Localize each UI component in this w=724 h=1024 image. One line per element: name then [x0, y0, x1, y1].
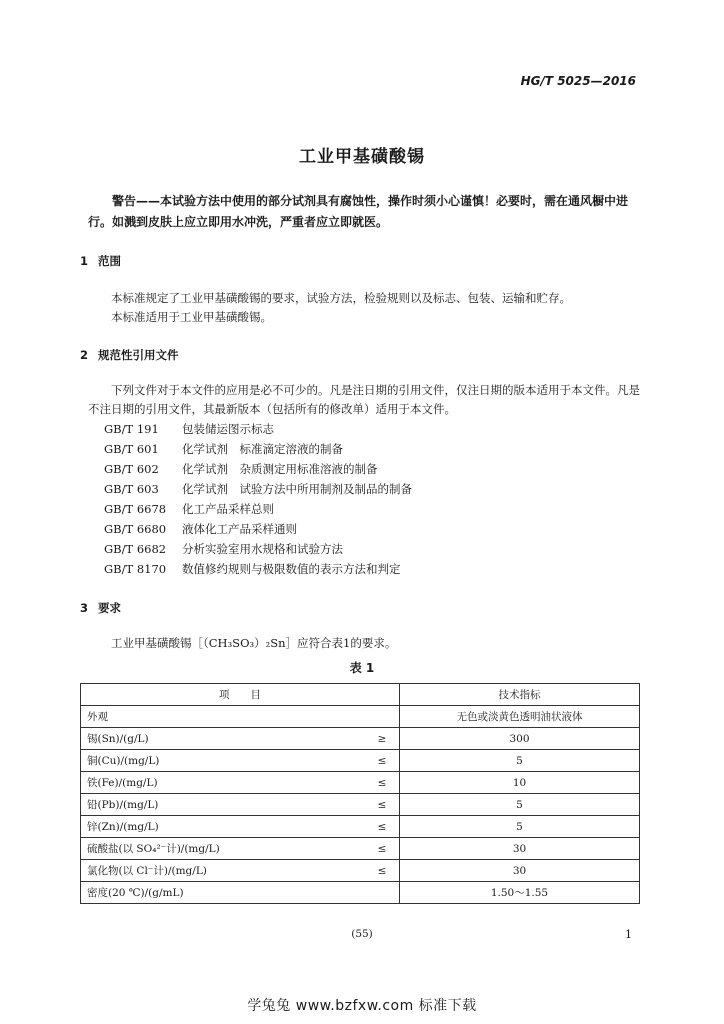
ref-code: GB/T 8170 [104, 562, 167, 576]
ref-code: GB/T 601 [104, 442, 159, 456]
row-value: 5 [400, 816, 640, 838]
scope-paragraph-2: 本标准适用于工业甲基磺酸锡。 [111, 310, 272, 324]
document-title: 工业甲基磺酸锡 [299, 147, 425, 167]
section-title: 范围 [98, 254, 121, 268]
ref-title: 化学试剂 杂质测定用标准溶液的制备 [182, 462, 378, 476]
section-title: 规范性引用文件 [98, 348, 179, 362]
row-relation [365, 882, 400, 904]
table-row [81, 706, 640, 728]
row-item: 硫酸盐(以 SO₄²⁻计)/(mg/L) [81, 838, 366, 860]
ref-title: 分析实验室用水规格和试验方法 [182, 542, 343, 556]
ref-title: 液体化工产品采样通则 [182, 522, 297, 536]
header-value: 技术指标 [400, 684, 640, 706]
ref-item [104, 461, 378, 477]
section-number: 1 [80, 254, 89, 268]
ref-item [104, 521, 297, 537]
table-row [81, 882, 640, 904]
page-number-right: 1 [625, 928, 632, 941]
table-row [81, 860, 640, 882]
table-header-row [81, 684, 640, 706]
ref-title: 化学试剂 标准滴定溶液的制备 [182, 442, 343, 456]
section-title: 要求 [98, 601, 121, 615]
ref-code: GB/T 603 [104, 482, 159, 496]
footer-watermark: 学兔兔 www.bzfxw.com 标准下载 [247, 998, 477, 1014]
ref-item [104, 561, 401, 577]
row-item: 铜(Cu)/(mg/L) [81, 750, 366, 772]
ref-code: GB/T 191 [104, 422, 159, 436]
ref-title: 化工产品采样总则 [182, 502, 274, 516]
row-item: 氯化物(以 Cl⁻计)/(mg/L) [81, 860, 366, 882]
ref-title: 数值修约规则与极限数值的表示方法和判定 [182, 562, 401, 576]
table-row [81, 772, 640, 794]
table-row [81, 728, 640, 750]
refs-intro-paragraph: 下列文件对于本文件的应用是必不可少的。凡是注日期的引用文件，仅注日期的版本适用于本文件。凡是不注日期的引用文件，其最新版本（包括所有的修改单）适用于本文件。 [88, 383, 640, 416]
ref-item [104, 421, 274, 437]
row-item: 锡(Sn)/(g/L) [81, 728, 366, 750]
row-item: 密度(20 ℃)/(g/mL) [81, 882, 366, 904]
section-3-heading [80, 600, 121, 616]
row-relation: ≤ [365, 816, 400, 838]
table-row [81, 838, 640, 860]
table-caption: 表 1 [349, 661, 375, 675]
page-number-center: (55) [351, 928, 373, 940]
section-1-heading [80, 253, 121, 269]
row-value: 30 [400, 860, 640, 882]
row-value: 10 [400, 772, 640, 794]
table-row [81, 750, 640, 772]
row-item: 铅(Pb)/(mg/L) [81, 794, 366, 816]
row-value: 5 [400, 794, 640, 816]
ref-title: 化学试剂 试验方法中所用制剂及制品的制备 [182, 482, 412, 496]
section-number: 2 [80, 348, 89, 362]
row-relation: ≤ [365, 750, 400, 772]
row-value: 1.50～1.55 [400, 882, 640, 904]
row-value: 无色或淡黄色透明油状液体 [400, 706, 640, 728]
row-relation [365, 706, 400, 728]
standard-number: HG/T 5025—2016 [520, 74, 636, 88]
row-value: 5 [400, 750, 640, 772]
ref-item [104, 541, 343, 557]
warning-paragraph: 警告——本试验方法中使用的部分试剂具有腐蚀性，操作时须小心谨慎！必要时，需在通风橱中进行。如溅到皮肤上应立即用水冲洗，严重者应立即就医。 [88, 194, 629, 229]
row-value: 30 [400, 838, 640, 860]
row-relation: ≤ [365, 860, 400, 882]
row-relation: ≥ [365, 728, 400, 750]
ref-item [104, 501, 274, 517]
table-row [81, 794, 640, 816]
spec-table [80, 683, 640, 904]
requirements-paragraph: 工业甲基磺酸锡［（CH₃SO₃）₂Sn］应符合表1的要求。 [111, 636, 397, 650]
header-item: 项 目 [81, 684, 400, 706]
ref-item [104, 481, 412, 497]
row-value: 300 [400, 728, 640, 750]
ref-code: GB/T 602 [104, 462, 159, 476]
ref-item [104, 441, 343, 457]
ref-code: GB/T 6680 [104, 522, 167, 536]
row-item: 铁(Fe)/(mg/L) [81, 772, 366, 794]
scope-paragraph-1: 本标准规定了工业甲基磺酸锡的要求，试验方法，检验规则以及标志、包装、运输和贮存。 [111, 291, 571, 305]
ref-code: GB/T 6678 [104, 502, 167, 516]
row-relation: ≤ [365, 838, 400, 860]
ref-title: 包装储运图示标志 [182, 422, 274, 436]
section-2-heading [80, 347, 179, 363]
row-relation: ≤ [365, 772, 400, 794]
table-row [81, 816, 640, 838]
section-number: 3 [80, 601, 89, 615]
ref-code: GB/T 6682 [104, 542, 167, 556]
row-item: 外观 [81, 706, 366, 728]
row-relation: ≤ [365, 794, 400, 816]
row-item: 锌(Zn)/(mg/L) [81, 816, 366, 838]
